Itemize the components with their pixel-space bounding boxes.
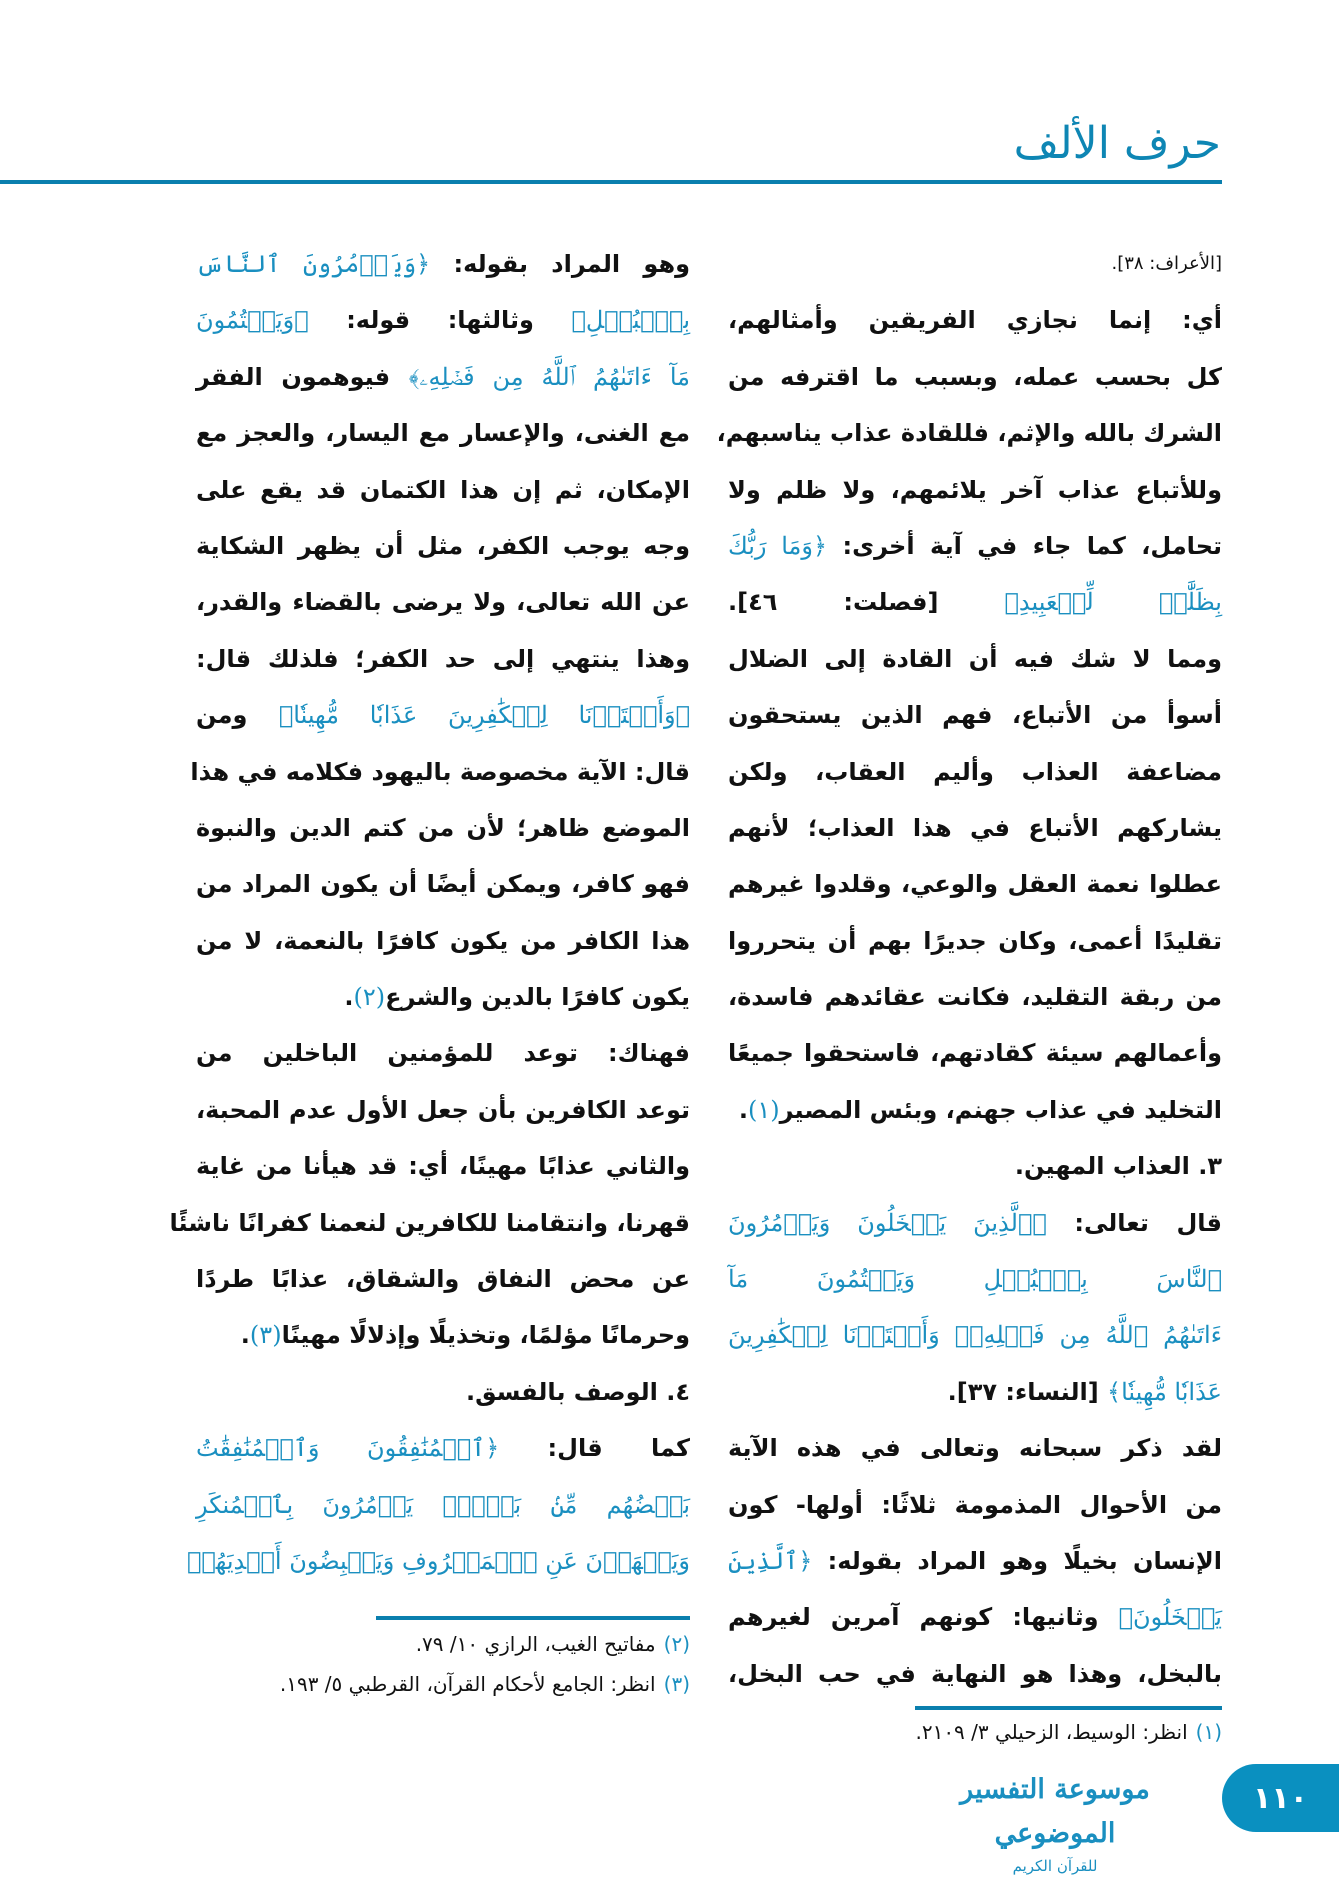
text-line <box>728 1364 1222 1420</box>
text-line <box>728 1195 1222 1251</box>
body-text: بالبخل، وهذا هو النهاية في حب البخل، <box>728 1659 1222 1688</box>
text-line <box>169 1195 690 1251</box>
body-text: وهذا ينتهي إلى حد الكفر؛ فلذلك قال: <box>196 644 690 673</box>
text-line <box>728 349 1222 405</box>
text-line <box>728 631 1222 687</box>
body-text: وثالثها: قوله: <box>308 306 572 335</box>
text-line <box>728 292 1222 348</box>
text-line <box>196 631 690 687</box>
body-text: . <box>738 1095 748 1124</box>
body-text: الإمكان، ثم إن هذا الكتمان قد يقع على <box>196 475 690 504</box>
footnote-2 <box>196 1624 690 1664</box>
text-line <box>196 687 690 743</box>
text-line <box>728 969 1222 1025</box>
text-line <box>728 236 1222 292</box>
left-column <box>169 236 691 1589</box>
quran-verse: بَعۡضُهُم مِّنۢ بَعۡضٖۚ يَأۡمُرُونَ بِٱلۡمُنكَرِ <box>196 1490 690 1519</box>
body-text: . <box>240 1321 250 1350</box>
text-line <box>196 1251 690 1307</box>
logo-title: موسوعة التفسير الموضوعي <box>960 1774 1150 1849</box>
quran-verse: ٱلنَّاسَ بِٱلۡبُخۡلِ وَيَكۡتُمُونَ مَآ <box>728 1265 1222 1294</box>
footnote-text: مفاتيح الغيب، الرازي ١٠/ ٧٩. <box>415 1632 656 1656</box>
text-line <box>196 292 690 348</box>
body-text: فهو كافر، ويمكن أيضًا أن يكون المراد من <box>196 870 690 899</box>
body-text: قهرنا، وانتقامنا للكافرين لنعمنا كفرانًا ناشئًا <box>169 1208 690 1237</box>
page-number: ١١٠ <box>1222 1764 1339 1832</box>
footnote-1 <box>728 1712 1222 1752</box>
footnote-number: (٣) <box>663 1672 690 1696</box>
text-line <box>196 1364 690 1420</box>
body-text: عن محض النفاق والشقاق، عذابًا طردًا <box>196 1265 690 1294</box>
text-line <box>186 1533 690 1589</box>
quran-verse: ﴿وَيَأۡمُرُونَ ٱلنَّاسَ <box>196 250 431 278</box>
quran-verse: ﴿وَمَا رَبُّكَ <box>728 531 828 560</box>
text-line <box>728 1420 1222 1476</box>
text-line <box>716 405 1222 461</box>
body-text: [النساء: ٣٧]. <box>947 1377 1108 1406</box>
text-line <box>196 913 690 969</box>
footnotes-right <box>728 1712 1222 1752</box>
text-line <box>728 1138 1222 1194</box>
body-text: وحرمانًا مؤلمًا، وتخذيلًا وإذلالًا مهينًا <box>281 1321 690 1350</box>
body-text: من ربقة التقليد، فكانت عقائدهم فاسدة، <box>728 983 1222 1012</box>
footnote-divider-left <box>376 1616 690 1620</box>
text-line <box>196 1025 690 1081</box>
text-line <box>728 744 1222 800</box>
body-text: قال تعالى: <box>1046 1208 1222 1237</box>
text-line <box>728 1589 1222 1645</box>
text-line <box>728 1477 1222 1533</box>
footnote-text: انظر: الجامع لأحكام القرآن، القرطبي ٥/ ١٩٣. <box>279 1672 656 1696</box>
body-text: وللأتباع عذاب آخر يلائمهم، ولا ظلم ولا <box>728 475 1222 504</box>
text-line <box>728 913 1222 969</box>
body-text: يكون كافرًا بالدين والشرع <box>385 983 690 1012</box>
body-text: قال: الآية مخصوصة باليهود فكلامه في هذا <box>190 757 690 786</box>
body-text: ومما لا شك فيه أن القادة إلى الضلال <box>728 644 1222 673</box>
text-line <box>196 1082 690 1138</box>
text-line <box>196 969 690 1025</box>
body-text: لقد ذكر سبحانه وتعالى في هذه الآية <box>728 1434 1222 1463</box>
body-text: والثاني عذابًا مهينًا، أي: قد هيأنا من غاية <box>196 1152 690 1181</box>
text-line <box>196 800 690 856</box>
text-line <box>728 1025 1222 1081</box>
body-text: كما قال: <box>499 1434 690 1463</box>
footnote-3 <box>196 1664 690 1704</box>
body-text: عطلوا نعمة العقل والوعي، وقلدوا غيرهم <box>728 870 1222 899</box>
text-line <box>728 1307 1222 1363</box>
body-text: أسوأ من الأتباع، فهم الذين يستحقون <box>728 701 1222 730</box>
chapter-title: حرف الألف <box>1013 118 1221 169</box>
quran-verse: ﴿ٱلۡمُنَٰفِقُونَ وَٱلۡمُنَٰفِقَٰتُ <box>196 1434 500 1463</box>
text-line <box>728 574 1222 630</box>
quran-verse: يَبۡخَلُونَ﴾ <box>1118 1603 1222 1632</box>
body-text: هذا الكافر من يكون كافرًا بالنعمة، لا من <box>196 926 690 955</box>
quran-verse: (١) <box>747 1095 780 1124</box>
logo-subtitle: للقرآن الكريم <box>1012 1857 1098 1875</box>
body-text: وثانيها: كونهم آمرين لغيرهم <box>728 1603 1119 1632</box>
body-text: كل بحسب عمله، وبسبب ما اقترفه من <box>728 362 1222 391</box>
footnote-number: (١) <box>1195 1720 1222 1744</box>
body-text: تقليدًا أعمى، وكان جديرًا بهم أن يتحرروا <box>728 926 1222 955</box>
quran-verse: (٢) <box>353 983 386 1012</box>
body-text: فهناك: توعد للمؤمنين الباخلين من <box>196 1039 690 1068</box>
quran-verse: مَآ ءَاتَىٰهُمُ ٱللَّهُ مِن فَضۡلِهِۦ﴾ <box>408 362 690 391</box>
text-line <box>728 518 1222 574</box>
footnote-number: (٢) <box>663 1632 690 1656</box>
footnotes-left <box>196 1624 690 1704</box>
text-line <box>728 1533 1222 1589</box>
text-line <box>196 518 690 574</box>
body-text: ومن <box>196 701 279 730</box>
body-text: مضاعفة العذاب وأليم العقاب، ولكن <box>728 757 1222 786</box>
body-text: ٣. العذاب المهين. <box>1014 1152 1222 1181</box>
quran-verse: ﴿ٱلَّذِينَ <box>728 1546 813 1575</box>
quran-verse: عَذَابٗا مُّهِينٗا﴾ <box>1107 1377 1222 1406</box>
quran-verse: ﴿ٱلَّذِينَ يَبۡخَلُونَ وَيَأۡمُرُونَ <box>728 1208 1047 1237</box>
text-line <box>196 405 690 461</box>
footnote-divider-right <box>915 1706 1222 1710</box>
right-column <box>716 236 1223 1702</box>
body-text: الموضع ظاهر؛ لأن من كتم الدين والنبوة <box>196 813 690 842</box>
text-line <box>728 1646 1222 1702</box>
text-line <box>196 236 690 292</box>
quran-verse: وَيَنۡهَوۡنَ عَنِ ٱلۡمَعۡرُوفِ وَيَقۡبِضُونَ أَيۡدِيَهُمۡ <box>186 1546 690 1575</box>
body-text: الإنسان بخيلًا وهو المراد بقوله: <box>812 1546 1222 1575</box>
text-line <box>728 1251 1222 1307</box>
quran-verse: ﴿وَأَعۡتَدۡنَا لِلۡكَٰفِرِينَ عَذَابٗا مُّهِينٗا﴾ <box>278 701 690 730</box>
text-line <box>728 687 1222 743</box>
quran-verse: ءَاتَىٰهُمُ ٱللَّهُ مِن فَضۡلِهِۦۗ وَأَعۡتَدۡنَا لِلۡكَٰفِرِينَ <box>728 1321 1222 1350</box>
body-text: وأعمالهم سيئة كقادتهم، فاستحقوا جميعًا <box>728 1039 1222 1068</box>
text-line <box>190 744 690 800</box>
text-line <box>196 462 690 518</box>
body-text: الشرك بالله والإثم، فللقادة عذاب يناسبهم، <box>716 419 1222 448</box>
text-line <box>728 800 1222 856</box>
body-text: [الأعراف: ٣٨]. <box>1111 253 1222 274</box>
text-line <box>196 1420 690 1476</box>
quran-verse: (٣) <box>249 1321 282 1350</box>
body-text: ٤. الوصف بالفسق. <box>465 1377 690 1406</box>
text-line <box>728 856 1222 912</box>
body-text: مع الغنى، والإعسار مع اليسار، والعجز مع <box>196 419 690 448</box>
body-text: [فصلت: ٤٦]. <box>728 588 1005 617</box>
body-text: التخليد في عذاب جهنم، وبئس المصير <box>779 1095 1222 1124</box>
body-text: فيوهمون الفقر <box>196 362 409 391</box>
text-line <box>196 349 690 405</box>
text-line <box>728 462 1222 518</box>
text-line <box>196 1307 690 1363</box>
body-text: عن الله تعالى، ولا يرضى بالقضاء والقدر، <box>196 588 690 617</box>
encyclopedia-logo <box>930 1768 1180 1875</box>
body-text: يشاركهم الأتباع في هذا العذاب؛ لأنهم <box>728 813 1222 842</box>
body-text: وهو المراد بقوله: <box>430 250 691 278</box>
header-divider <box>0 180 1222 184</box>
body-text: من الأحوال المذمومة ثلاثًا: أولها- كون <box>728 1490 1222 1519</box>
footnote-text: انظر: الوسيط، الزحيلي ٣/ ٢١٠٩. <box>915 1720 1188 1744</box>
body-text: توعد الكافرين بأن جعل الأول عدم المحبة، <box>196 1095 690 1124</box>
quran-verse: بِظَلَّٰمٖ لِّلۡعَبِيدِ﴾ <box>1004 588 1222 617</box>
quran-verse: بِٱلۡبُخۡلِ﴾ <box>571 306 690 335</box>
quran-verse: ﴿وَيَكۡتُمُونَ <box>196 306 309 335</box>
body-text: أي: إنما نجازي الفريقين وأمثالهم، <box>728 306 1222 335</box>
text-line <box>196 1138 690 1194</box>
text-line <box>728 1082 1222 1138</box>
body-text: تحامل، كما جاء في آية أخرى: <box>827 531 1223 560</box>
text-line <box>196 1477 690 1533</box>
body-text: وجه يوجب الكفر، مثل أن يظهر الشكاية <box>196 531 690 560</box>
text-line <box>196 856 690 912</box>
text-line <box>196 574 690 630</box>
body-text: . <box>344 983 354 1012</box>
